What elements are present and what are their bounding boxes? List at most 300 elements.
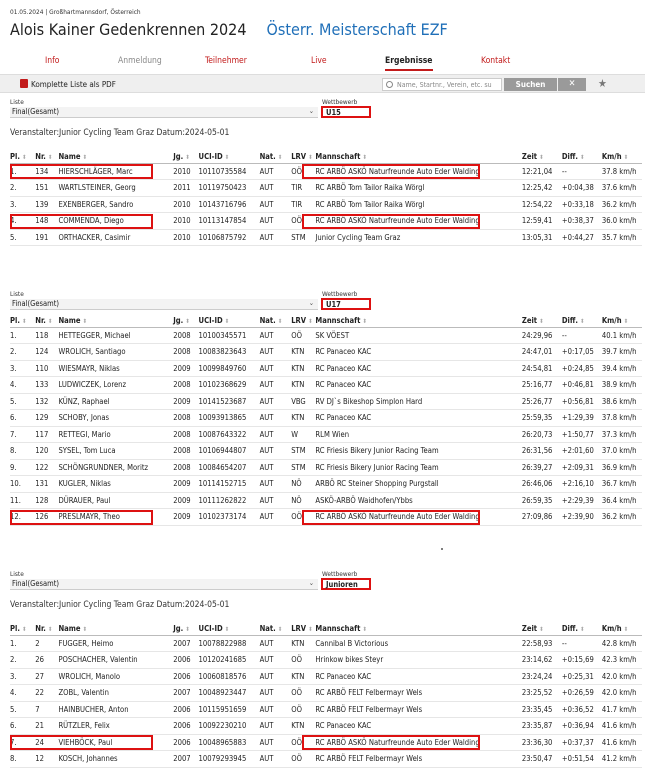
cell-uci: 10078822988 [199,635,260,652]
cell-lrv: KTN [291,377,315,394]
cell-diff: +1:29,39 [562,410,602,427]
cell-team: RC ARBÖ ASKÖ Naturfreunde Auto Eder Walding [315,734,521,751]
cell-diff: +0:46,81 [562,377,602,394]
cell-lrv: OÖ [291,509,315,526]
cell-zeit: 25:16,77 [522,377,562,394]
cell-name: SYSEL, Tom Luca [58,443,173,460]
cell-zeit: 24:29,96 [522,327,562,344]
table-row[interactable] [10,426,642,443]
header-nr[interactable] [35,150,58,163]
sort-icon: ⬍ [362,317,367,325]
table-row[interactable] [10,668,642,685]
cell-uci: 10106944807 [199,443,260,460]
cell-pl: 4. [10,377,35,394]
header-nat-label: Nat. [259,623,276,633]
tab-live[interactable]: Live [311,56,327,66]
cell-jg: 2006 [173,734,198,751]
star-icon[interactable]: ★ [598,77,607,90]
pdf-link[interactable] [20,79,116,89]
liste-select[interactable] [10,107,318,118]
sort-icon: ⬍ [21,317,27,325]
header-lrv-label: LRV [291,623,307,633]
cell-nr: 120 [35,443,58,460]
cell-diff: -- [562,163,602,180]
sort-icon: ⬍ [277,153,283,161]
cell-uci: 10110735584 [199,163,260,180]
cell-name: HETTEGGER, Michael [58,327,173,344]
cell-nat: AUT [260,685,292,702]
cell-name: WROLICH, Santiago [58,344,173,361]
cell-uci: 10102373174 [199,509,260,526]
cell-diff: +0:25,31 [562,668,602,685]
table-row[interactable] [10,509,642,526]
cell-zeit: 12:25,42 [522,180,562,197]
header-pl[interactable] [10,622,35,635]
cell-uci: 10102368629 [199,377,260,394]
sort-icon: ⬍ [277,625,283,633]
cell-kmh: 40.1 km/h [602,327,642,344]
table-row[interactable] [10,652,642,669]
table-row[interactable] [10,377,642,394]
header-uci[interactable] [199,622,260,635]
cell-team: RC ARBÖ FELT Felbermayr Wels [315,751,521,768]
cell-pl: 1. [10,635,35,652]
table-row[interactable] [10,344,642,361]
cell-lrv: KTN [291,410,315,427]
cell-jg: 2006 [173,701,198,718]
cell-kmh: 42.3 km/h [602,652,642,669]
tab-ergebnisse[interactable]: Ergebnisse [385,56,433,71]
cell-jg: 2010 [173,196,198,213]
header-uci-label: UCI-ID [198,623,223,633]
table-row[interactable] [10,410,642,427]
sort-icon: ⬍ [82,625,88,633]
cell-team: RC Panaceo KAC [315,410,521,427]
cell-lrv: STM [291,459,315,476]
cell-lrv: OÖ [291,213,315,230]
cell-name: DÜRAUER, Paul [58,492,173,509]
cell-team: RC ARBÖ ASKÖ Naturfreunde Auto Eder Walding [315,509,521,526]
cell-kmh: 38.6 km/h [602,393,642,410]
cell-pl: 4. [10,213,35,230]
cell-nat: AUT [260,229,292,246]
wettbewerb-select[interactable]: U15 [321,106,371,118]
cell-kmh: 42.8 km/h [602,635,642,652]
cell-nr: 148 [35,213,58,230]
header-jg-label: Jg. [173,623,184,633]
cell-diff: -- [562,635,602,652]
header-nat[interactable] [260,314,292,327]
cell-lrv: NÖ [291,492,315,509]
cell-lrv: KTN [291,718,315,735]
table-row[interactable] [10,734,642,751]
cell-pl: 2. [10,652,35,669]
event-subtitle: Österr. Meisterschaft EZF [266,20,448,39]
cell-team: RC Panaceo KAC [315,718,521,735]
cell-name: WROLICH, Manolo [58,668,173,685]
header-zeit[interactable] [522,622,562,635]
cell-jg: 2006 [173,718,198,735]
header-kmh[interactable] [602,150,642,163]
cell-nat: AUT [260,751,292,768]
header-lrv[interactable] [291,314,315,327]
cell-name: PRESLMAYR, Theo [58,509,173,526]
table-row[interactable] [10,685,642,702]
cell-diff: +2:01,60 [562,443,602,460]
liste-value: Final(Gesamt) [12,299,60,308]
sort-icon: ⬍ [224,625,230,633]
table-row[interactable] [10,213,642,230]
header-diff[interactable] [562,622,602,635]
cell-uci: 10111262822 [199,492,260,509]
header-diff[interactable] [562,150,602,163]
header-lrv[interactable] [291,150,315,163]
cell-pl: 1. [10,327,35,344]
cell-team: RLM Wien [315,426,521,443]
table-header [10,150,642,163]
cell-uci: 10048923447 [199,685,260,702]
cell-nat: AUT [260,377,292,394]
cell-nat: AUT [260,196,292,213]
cell-team: RV DJ`s Bikeshop Simplon Hard [315,393,521,410]
header-name[interactable] [58,622,173,635]
cell-jg: 2007 [173,685,198,702]
cell-diff: +2:09,31 [562,459,602,476]
header-uci[interactable] [199,150,260,163]
cell-pl: 6. [10,410,35,427]
search-button[interactable]: Suchen [504,78,557,91]
toolbar [0,74,645,93]
cell-kmh: 39.4 km/h [602,360,642,377]
header-team[interactable] [315,622,521,635]
cell-diff: +0:51,54 [562,751,602,768]
header-name[interactable] [58,150,173,163]
cell-uci: 10099849760 [199,360,260,377]
cell-team: RC Panaceo KAC [315,377,521,394]
table-row[interactable] [10,718,642,735]
cell-zeit: 26:59,35 [522,492,562,509]
cell-nr: 21 [35,718,58,735]
cell-zeit: 23:25,52 [522,685,562,702]
cell-zeit: 12:59,41 [522,213,562,230]
table-row[interactable] [10,163,642,180]
cell-uci: 10093913865 [199,410,260,427]
cell-name: COMMENDA, Diego [58,213,173,230]
cell-name: RETTEGI, Mario [58,426,173,443]
sort-icon: ⬍ [580,625,585,633]
cell-diff: +0:24,85 [562,360,602,377]
header-team[interactable] [315,150,521,163]
header-lrv[interactable] [291,622,315,635]
table-row[interactable] [10,196,642,213]
table-row[interactable] [10,360,642,377]
header-nat-label: Nat. [259,151,276,161]
cell-team: ARBÖ RC Steiner Shopping Purgstall [315,476,521,493]
header-kmh-label: Km/h [601,315,622,325]
cell-nr: 191 [35,229,58,246]
table-row[interactable] [10,751,642,768]
header-nr[interactable] [35,314,58,327]
header-jg[interactable] [173,622,198,635]
sort-icon: ⬍ [185,625,190,633]
cell-uci: 10119750423 [199,180,260,197]
sort-icon: ⬍ [539,153,544,161]
cell-uci: 10141523687 [199,393,260,410]
cell-lrv: W [291,426,315,443]
sort-icon: ⬍ [47,317,53,325]
table-row[interactable] [10,443,642,460]
cell-kmh: 39.7 km/h [602,344,642,361]
header-zeit[interactable] [522,150,562,163]
cell-lrv: OÖ [291,734,315,751]
cell-jg: 2009 [173,393,198,410]
table-row[interactable] [10,393,642,410]
header-uci[interactable] [199,314,260,327]
cell-lrv: KTN [291,635,315,652]
cell-diff: +0:44,27 [562,229,602,246]
cell-zeit: 26:46,06 [522,476,562,493]
cell-nr: 118 [35,327,58,344]
header-team-label: Mannschaft [315,623,361,633]
cell-nat: AUT [260,360,292,377]
sort-icon: ⬍ [82,317,88,325]
sort-icon: ⬍ [623,625,629,633]
wettbewerb-label: Wettbewerb [322,98,358,106]
cell-pl: 9. [10,459,35,476]
cell-lrv: OÖ [291,163,315,180]
cell-kmh: 41.6 km/h [602,718,642,735]
search-input[interactable] [382,78,502,91]
cell-team: RC ARBÖ FELT Felbermayr Wels [315,701,521,718]
cell-lrv: STM [291,229,315,246]
cell-lrv: STM [291,443,315,460]
header-jg[interactable] [173,150,198,163]
decorative-dot [441,548,443,550]
header-name[interactable] [58,314,173,327]
header-pl[interactable] [10,150,35,163]
cell-diff: +0:33,18 [562,196,602,213]
cell-kmh: 41.2 km/h [602,751,642,768]
cell-nr: 122 [35,459,58,476]
cell-pl: 1. [10,163,35,180]
cell-jg: 2007 [173,635,198,652]
cell-diff: +2:16,10 [562,476,602,493]
table-row[interactable] [10,327,642,344]
cell-pl: 3. [10,196,35,213]
sort-icon: ⬍ [362,625,367,633]
header-nat[interactable] [260,150,292,163]
cell-zeit: 23:50,47 [522,751,562,768]
cell-kmh: 41.7 km/h [602,701,642,718]
cell-zeit: 27:09,86 [522,509,562,526]
header-team[interactable] [315,314,521,327]
cell-team: RC ARBÖ Tom Tailor Raika Wörgl [315,180,521,197]
cell-nat: AUT [260,668,292,685]
header-kmh[interactable] [602,314,642,327]
cell-kmh: 35.7 km/h [602,229,642,246]
cell-uci: 10092230210 [199,718,260,735]
sort-icon: ⬍ [539,317,544,325]
header-nat[interactable] [260,622,292,635]
cell-uci: 10100345571 [199,327,260,344]
cell-jg: 2007 [173,751,198,768]
sort-icon: ⬍ [308,317,313,325]
header-name-label: Name [58,151,81,161]
cell-uci: 10083823643 [199,344,260,361]
cell-team: RC Panaceo KAC [315,360,521,377]
table-row[interactable] [10,180,642,197]
header-nr[interactable] [35,622,58,635]
cell-nr: 110 [35,360,58,377]
cell-jg: 2006 [173,652,198,669]
cell-zeit: 26:39,27 [522,459,562,476]
search-icon [386,81,393,88]
header-nr-label: Nr. [35,315,46,325]
cell-zeit: 24:54,81 [522,360,562,377]
cell-name: HAINBUCHER, Anton [58,701,173,718]
cell-diff: +0:26,59 [562,685,602,702]
chevron-down-icon: ⌄ [308,579,314,587]
cell-pl: 5. [10,229,35,246]
sort-icon: ⬍ [21,153,27,161]
tab-anmeldung[interactable]: Anmeldung [118,56,162,66]
sort-icon: ⬍ [362,153,367,161]
cell-nat: AUT [260,635,292,652]
cell-kmh: 38.9 km/h [602,377,642,394]
cell-pl: 7. [10,734,35,751]
table-row[interactable] [10,635,642,652]
cell-nr: 26 [35,652,58,669]
cell-nr: 131 [35,476,58,493]
cell-jg: 2011 [173,180,198,197]
veranstalter-info: Veranstalter:Junior Cycling Team Graz Datum:2024-05-01 [10,128,230,138]
cell-uci: 10060818576 [199,668,260,685]
sort-icon: ⬍ [580,153,585,161]
cell-uci: 10084654207 [199,459,260,476]
tab-info[interactable]: Info [45,56,60,66]
header-kmh-label: Km/h [601,623,622,633]
clear-button[interactable]: ✕ [558,78,586,91]
table-header [10,314,642,327]
veranstalter-info: Veranstalter:Junior Cycling Team Graz Datum:2024-05-01 [10,600,230,610]
header-jg[interactable] [173,314,198,327]
cell-nat: AUT [260,410,292,427]
table-row[interactable] [10,459,642,476]
cell-name: HIERSCHLÄGER, Marc [58,163,173,180]
cell-name: EXENBERGER, Sandro [58,196,173,213]
cell-name: KÜNZ, Raphael [58,393,173,410]
header-zeit[interactable] [522,314,562,327]
cell-pl: 8. [10,751,35,768]
cell-kmh: 36.9 km/h [602,459,642,476]
tab-kontakt[interactable]: Kontakt [481,56,511,66]
cell-zeit: 13:05,31 [522,229,562,246]
header-diff[interactable] [562,314,602,327]
cell-zeit: 25:26,77 [522,393,562,410]
header-diff-label: Diff. [561,151,579,161]
header-diff-label: Diff. [561,315,579,325]
cell-lrv: TIR [291,196,315,213]
cell-nat: AUT [260,509,292,526]
liste-select[interactable] [10,299,318,310]
cell-nat: AUT [260,476,292,493]
liste-label: Liste [10,290,24,298]
header-kmh[interactable] [602,622,642,635]
cell-kmh: 37.8 km/h [602,410,642,427]
cell-jg: 2010 [173,163,198,180]
cell-jg: 2008 [173,410,198,427]
cell-nat: AUT [260,443,292,460]
cell-team: RC ARBÖ Tom Tailor Raika Wörgl [315,196,521,213]
header-zeit-label: Zeit [521,623,538,633]
header-nat-label: Nat. [259,315,276,325]
cell-diff: +2:39,90 [562,509,602,526]
cell-kmh: 36.0 km/h [602,213,642,230]
header-name-label: Name [58,623,81,633]
header-pl[interactable] [10,314,35,327]
cell-team: RC Friesis Bikery Junior Racing Team [315,443,521,460]
cell-nr: 129 [35,410,58,427]
table-row[interactable] [10,476,642,493]
cell-name: LUDWICZEK, Lorenz [58,377,173,394]
cell-team: Cannibal B Victorious [315,635,521,652]
cell-uci: 10143716796 [199,196,260,213]
cell-nr: 24 [35,734,58,751]
cell-pl: 7. [10,426,35,443]
cell-diff: +0:36,52 [562,701,602,718]
cell-pl: 3. [10,360,35,377]
wettbewerb-select[interactable]: Junioren [321,578,371,590]
cell-zeit: 22:58,93 [522,635,562,652]
table-row[interactable] [10,229,642,246]
cell-diff: +0:38,37 [562,213,602,230]
sort-icon: ⬍ [47,625,53,633]
liste-label: Liste [10,570,24,578]
wettbewerb-select[interactable]: U17 [321,298,371,310]
table-row[interactable] [10,701,642,718]
cell-pl: 2. [10,344,35,361]
cell-nr: 126 [35,509,58,526]
cell-diff: -- [562,327,602,344]
cell-uci: 10115951659 [199,701,260,718]
cell-jg: 2009 [173,360,198,377]
sort-icon: ⬍ [539,625,544,633]
cell-name: SCHOBY, Jonas [58,410,173,427]
liste-select[interactable] [10,579,318,590]
cell-pl: 4. [10,685,35,702]
sort-icon: ⬍ [308,153,313,161]
liste-value: Final(Gesamt) [12,107,60,116]
table-row[interactable] [10,492,642,509]
tab-teilnehmer[interactable]: Teilnehmer [205,56,247,66]
cell-jg: 2010 [173,213,198,230]
sort-icon: ⬍ [308,625,313,633]
cell-jg: 2008 [173,327,198,344]
sort-icon: ⬍ [224,153,230,161]
cell-zeit: 23:36,30 [522,734,562,751]
cell-zeit: 26:20,73 [522,426,562,443]
sort-icon: ⬍ [224,317,230,325]
cell-nr: 134 [35,163,58,180]
cell-kmh: 41.6 km/h [602,734,642,751]
event-meta: 01.05.2024 | Großhartmannsdorf, Österreich [10,8,141,16]
cell-pl: 10. [10,476,35,493]
cell-jg: 2008 [173,459,198,476]
cell-zeit: 23:35,45 [522,701,562,718]
cell-nr: 2 [35,635,58,652]
cell-pl: 6. [10,718,35,735]
cell-zeit: 23:24,24 [522,668,562,685]
